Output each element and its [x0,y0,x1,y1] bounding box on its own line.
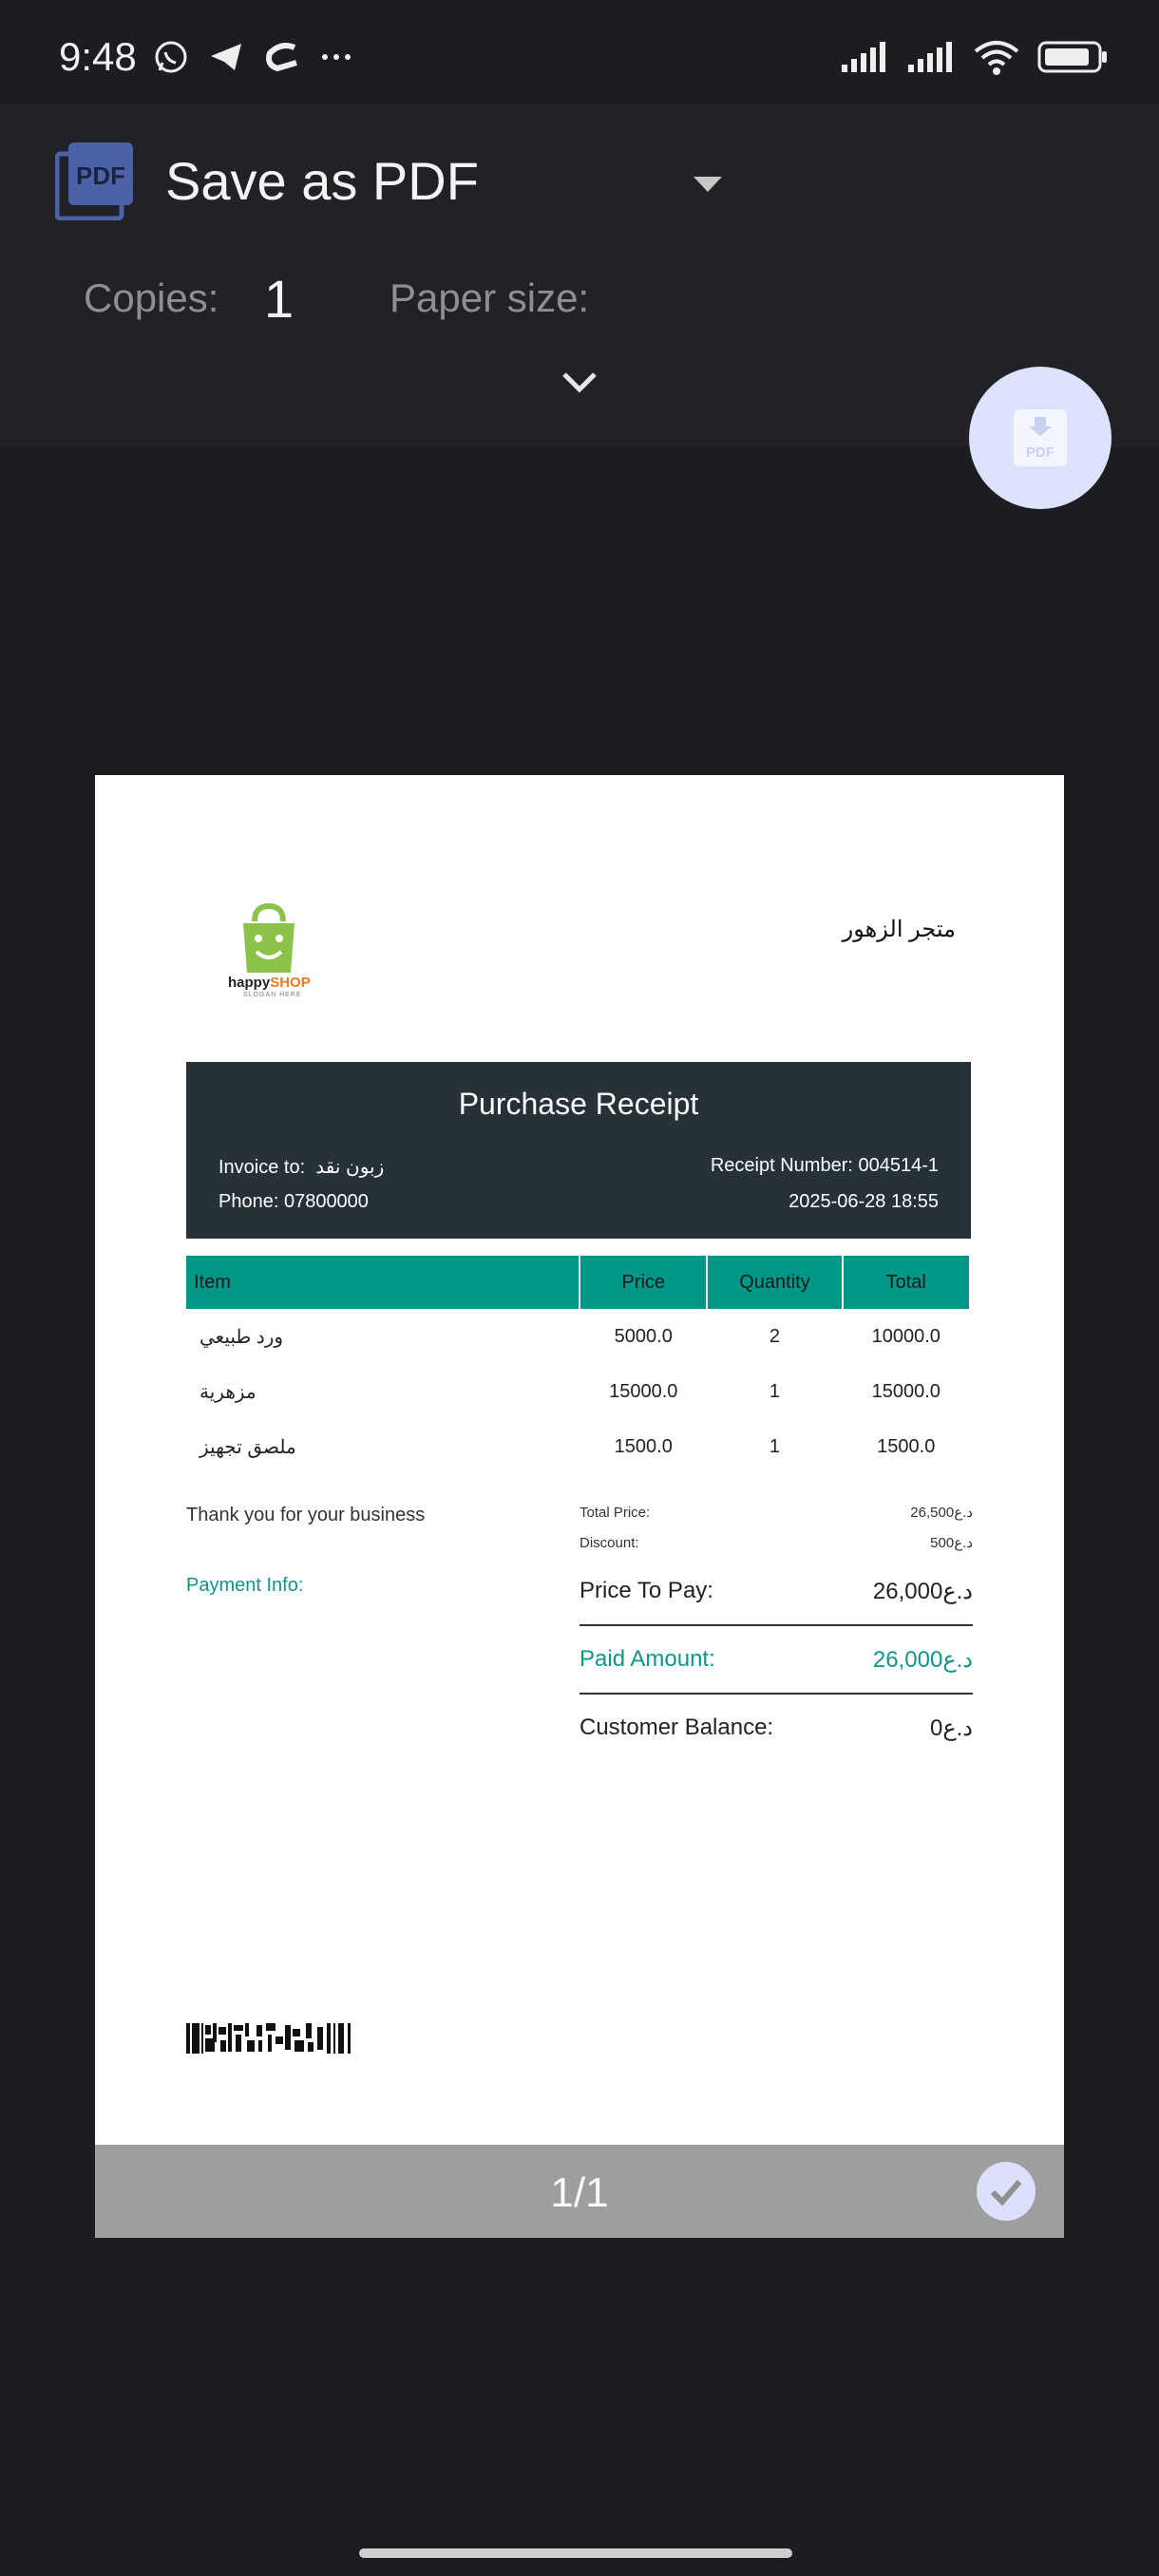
totals-summary [580,1497,973,1761]
cell-quantity: 1 [769,1435,781,1457]
cell-price: 5000.0 [614,1325,673,1347]
download-pdf-icon [1010,407,1071,468]
dropdown-arrow-icon[interactable] [692,175,724,199]
receipt-date: 2025-06-28 18:55 [788,1191,939,1212]
signal-icon [906,40,956,79]
col-total: Total [843,1256,970,1309]
receipt-title: Purchase Receipt [458,1087,699,1121]
items-table [186,1256,971,1474]
table-row [186,1364,970,1419]
col-price: Price [580,1256,707,1309]
cell-price: 15000.0 [609,1380,678,1402]
table-row [186,1309,970,1364]
table-row [186,1419,970,1474]
telegram-icon [207,38,245,81]
barcode [186,2023,353,2054]
page-preview-footer [95,2145,1064,2238]
payment-info-label: Payment Info: [186,1575,304,1596]
status-left-icons [152,38,355,81]
col-item: Item [186,1256,580,1309]
status-right-icons [840,38,1110,81]
logo-slogan: SLOGAN HERE [243,992,302,998]
price-to-pay-row: Price To Pay: د.ع26,000 [580,1578,973,1604]
cell-total: 10000.0 [871,1325,940,1347]
chevron-down-icon[interactable] [559,369,600,402]
more-dots-icon [317,38,355,81]
checkmark-icon [987,2172,1025,2210]
logo-text: happySHOP [228,975,311,991]
status-time: 9:48 [59,34,137,79]
copies-label: Copies: [84,275,219,320]
cell-total: 15000.0 [871,1380,940,1402]
svg-text:PDF: PDF [76,161,125,190]
discount-row: Discount: د.ع500 [580,1534,973,1551]
download-pdf-button[interactable] [969,367,1112,509]
page-indicator: 1/1 [550,2169,609,2216]
cell-item: ورد طبيعي [200,1326,284,1348]
receipt-header-box [186,1062,971,1239]
svg-text:PDF: PDF [1026,445,1054,461]
invoice-to: Invoice to: زبون نقد [218,1157,385,1178]
cell-quantity: 2 [769,1325,781,1347]
c-app-icon [262,38,300,81]
thanks-note: Thank you for your business [186,1505,426,1525]
cell-item: ملصق تجهيز [200,1436,296,1458]
col-quantity: Quantity [707,1256,842,1309]
pdf-page-preview[interactable] [95,775,1064,2145]
page-select-checkbox[interactable] [977,2162,1036,2221]
table-header-row [186,1256,970,1309]
wifi-icon [973,38,1020,81]
cell-total: 1500.0 [877,1435,936,1457]
signal-icon [840,40,889,79]
total-price-row: Total Price: د.ع26,500 [580,1504,973,1521]
cell-quantity: 1 [769,1380,781,1402]
receipt-number: Receipt Number: 004514-1 [710,1155,939,1176]
customer-balance-row: Customer Balance: د.ع0 [580,1714,973,1741]
battery-icon [1037,40,1110,79]
copies-value[interactable]: 1 [264,269,294,329]
paid-amount-row: Paid Amount: د.ع26,000 [580,1646,973,1673]
home-indicator[interactable] [359,2548,792,2558]
whatsapp-icon [152,38,190,81]
pdf-icon [55,141,135,220]
shop-name: متجر الزهور [842,917,956,942]
printer-selector[interactable]: Save as PDF [165,151,479,211]
cell-item: مزهرية [200,1381,256,1403]
phone: Phone: 07800000 [218,1191,369,1212]
cell-price: 1500.0 [614,1435,673,1457]
paper-size-label: Paper size: [390,275,590,320]
